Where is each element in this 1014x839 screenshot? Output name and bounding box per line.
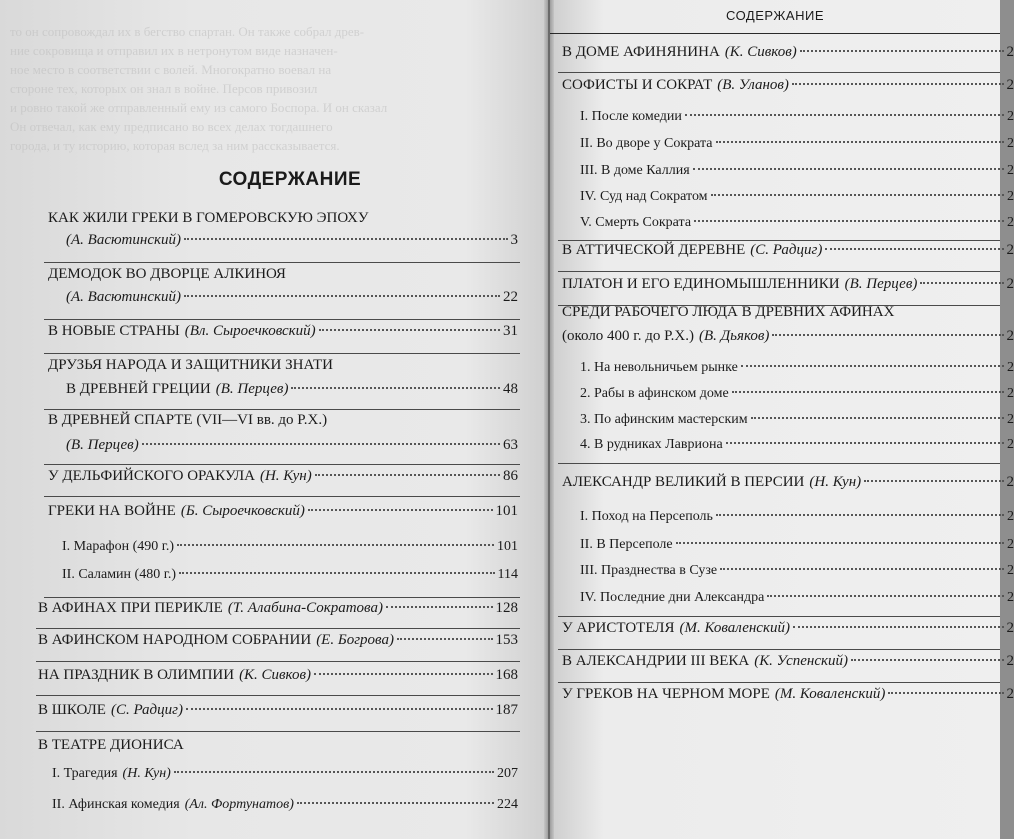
entry-separator	[558, 649, 1000, 650]
entry-title: В АТТИЧЕСКОЙ ДЕРЕВНЕ	[562, 242, 746, 258]
leader-dots	[851, 659, 1004, 661]
page-number: 2	[1007, 509, 1014, 524]
page-number: 3	[510, 232, 518, 248]
subentry-title: 2. Рабы в афинском доме	[580, 386, 729, 401]
page-number: 2	[1007, 412, 1014, 427]
page-number: 153	[495, 632, 518, 648]
page-number: 86	[503, 468, 518, 484]
entry-author: (К. Успенский)	[754, 653, 848, 669]
entry-title: СОФИСТЫ И СОКРАТ	[562, 77, 713, 93]
entry-title: КАК ЖИЛИ ГРЕКИ В ГОМЕРОВСКУЮ ЭПОХУ	[48, 210, 369, 226]
toc-subentry	[580, 537, 1014, 561]
page-number: 2	[1006, 474, 1014, 490]
subentry-title: 4. В рудниках Лавриона	[580, 437, 723, 452]
leader-dots	[179, 572, 494, 574]
entry-separator	[44, 262, 520, 263]
page-number: 2	[1007, 215, 1014, 230]
toc-subentry	[580, 509, 1014, 533]
leader-dots	[184, 238, 508, 240]
entry-title: В ТЕАТРЕ ДИОНИСА	[38, 737, 184, 753]
entry-author: (А. Васютинский)	[66, 232, 181, 248]
entry-title: ДЕМОДОК ВО ДВОРЦЕ АЛКИНОЯ	[48, 266, 286, 282]
right-page	[550, 0, 1014, 839]
entry-title: В АЛЕКСАНДРИИ III ВЕКА	[562, 653, 750, 669]
page-number: 114	[497, 567, 518, 582]
toc-entry-line	[66, 437, 518, 461]
ghost-line: Он отвечал, как ему предписано во всех делах тогдашнего	[10, 119, 333, 134]
toc-subentry	[580, 360, 1014, 384]
leader-dots	[308, 509, 493, 511]
toc-entry-line	[66, 381, 518, 405]
entry-separator	[44, 597, 520, 598]
book-gutter	[544, 0, 554, 839]
leader-dots	[397, 638, 493, 640]
toc-entry-line	[562, 653, 1014, 677]
page-number: 128	[495, 600, 518, 616]
entry-title: В АФИНСКОМ НАРОДНОМ СОБРАНИИ	[38, 632, 312, 648]
leader-dots	[676, 542, 1004, 544]
leader-dots	[751, 417, 1004, 419]
toc-entry-line	[48, 323, 518, 347]
entry-title: СРЕДИ РАБОЧЕГО ЛЮДА В ДРЕВНИХ АФИНАХ	[562, 304, 895, 320]
toc-entry-line	[562, 328, 1014, 352]
page-number: 2	[1007, 163, 1014, 178]
toc-entry-title	[38, 737, 518, 761]
subentry-title: II. Афинская комедия	[52, 797, 180, 812]
toc-subentry	[580, 189, 1014, 213]
toc-title: СОДЕРЖАНИЕ	[218, 169, 362, 190]
leader-dots	[793, 626, 1004, 628]
toc-entry-line	[38, 702, 518, 726]
toc-subentry	[52, 766, 518, 790]
entry-separator	[36, 695, 520, 696]
toc-subentry	[580, 136, 1014, 160]
subentry-title: IV. Суд над Сократом	[580, 189, 708, 204]
page-number: 48	[503, 381, 518, 397]
page-number: 2	[1006, 328, 1014, 344]
leader-dots	[685, 114, 1004, 116]
entry-title: В ДОМЕ АФИНЯНИНА	[562, 44, 720, 60]
entry-author: (М. Коваленский)	[774, 686, 886, 702]
page-number: 101	[495, 503, 518, 519]
page-number: 2	[1007, 136, 1014, 151]
leader-dots	[184, 295, 500, 297]
toc-subentry	[580, 109, 1014, 133]
entry-author: (С. Радциг)	[110, 702, 183, 718]
leader-dots	[888, 692, 1003, 694]
entry-author: (Ал. Фортунатов)	[184, 797, 294, 812]
leader-dots	[314, 673, 493, 675]
leader-dots	[142, 443, 500, 445]
subentry-title: II. В Персеполе	[580, 537, 673, 552]
page-number: 2	[1007, 109, 1014, 124]
subentry-title: IV. Последние дни Александра	[580, 590, 765, 605]
page-number: 2	[1006, 44, 1014, 60]
leader-dots	[693, 168, 1004, 170]
subentry-title: II. Саламин (480 г.)	[62, 567, 177, 582]
leader-dots	[297, 802, 494, 804]
toc-entry-line	[38, 667, 518, 691]
entry-separator	[558, 616, 1000, 617]
running-head: СОДЕРЖАНИЕ	[725, 8, 824, 23]
page-number: 2	[1007, 386, 1014, 401]
entry-author: (В. Уланов)	[717, 77, 789, 93]
entry-title: ГРЕКИ НА ВОЙНЕ	[48, 503, 176, 519]
entry-separator	[44, 496, 520, 497]
leader-dots	[732, 391, 1004, 393]
entry-title: АЛЕКСАНДР ВЕЛИКИЙ В ПЕРСИИ	[562, 474, 805, 490]
subentry-title: III. В доме Каллия	[580, 163, 690, 178]
entry-separator	[44, 409, 520, 410]
toc-entry-title	[562, 304, 1014, 328]
entry-separator	[558, 240, 1000, 241]
entry-separator	[558, 271, 1000, 272]
ghost-line: ние сокровища и отправил их в нетронутом виде назначен-	[10, 43, 338, 58]
leader-dots	[920, 282, 1003, 284]
toc-entry-line	[562, 44, 1014, 68]
toc-entry-line	[66, 232, 518, 256]
entry-title: НА ПРАЗДНИК В ОЛИМПИИ	[38, 667, 235, 683]
page-number: 31	[503, 323, 518, 339]
leader-dots	[864, 480, 1003, 482]
page-number: 2	[1007, 189, 1014, 204]
toc-subentry	[62, 567, 518, 591]
leader-dots	[315, 474, 500, 476]
page-number: 187	[495, 702, 518, 718]
entry-separator	[36, 628, 520, 629]
toc-subentry	[580, 437, 1014, 461]
header-rule	[550, 33, 1000, 34]
page-number: 2	[1006, 620, 1014, 636]
page-number: 22	[503, 289, 518, 305]
entry-title-continued: (около 400 г. до Р.Х.)	[562, 328, 694, 344]
toc-entry-title	[48, 266, 518, 290]
page-number: 63	[503, 437, 518, 453]
leader-dots	[186, 708, 493, 710]
entry-separator	[36, 661, 520, 662]
entry-title: У АРИСТОТЕЛЯ	[562, 620, 675, 636]
toc-subentry	[62, 539, 518, 563]
toc-entry-line	[562, 686, 1014, 710]
entry-author: (В. Перцев)	[215, 381, 289, 397]
leader-dots	[792, 83, 1004, 85]
leader-dots	[716, 141, 1004, 143]
toc-entry-line	[562, 620, 1014, 644]
page-number: 207	[497, 766, 518, 781]
subentry-title: 1. На невольничьем рынке	[580, 360, 738, 375]
subentry-title: I. Трагедия	[52, 766, 118, 781]
leader-dots	[174, 771, 494, 773]
entry-separator	[36, 731, 520, 732]
entry-title-continued: В ДРЕВНЕЙ ГРЕЦИИ	[66, 381, 211, 397]
page-number: 2	[1006, 686, 1014, 702]
leader-dots	[386, 606, 493, 608]
page-number: 2	[1007, 437, 1014, 452]
entry-author: (М. Коваленский)	[679, 620, 790, 636]
ghost-line: то он сопровождал их в бегство спартан. Он также собрал древ-	[10, 24, 365, 39]
leader-dots	[825, 248, 1003, 250]
entry-author: (Е. Богрова)	[316, 632, 394, 648]
leader-dots	[694, 220, 1004, 222]
leader-dots	[741, 365, 1004, 367]
toc-subentry	[580, 215, 1014, 239]
entry-separator	[44, 464, 520, 465]
entry-author: (Б. Сыроечковский)	[180, 503, 305, 519]
leader-dots	[291, 387, 500, 389]
page-number: 2	[1007, 360, 1014, 375]
entry-title: ДРУЗЬЯ НАРОДА И ЗАЩИТНИКИ ЗНАТИ	[48, 357, 333, 373]
leader-dots	[720, 568, 1004, 570]
bleed-through-text	[10, 22, 530, 155]
page-number: 2	[1007, 563, 1014, 578]
toc-subentry	[580, 412, 1014, 436]
subentry-title: I. Поход на Персеполь	[580, 509, 713, 524]
toc-entry-line	[48, 503, 518, 527]
entry-separator	[558, 463, 1000, 464]
entry-author: (Вл. Сыроечковский)	[184, 323, 316, 339]
leader-dots	[800, 50, 1004, 52]
entry-author: (К. Сивков)	[239, 667, 311, 683]
ghost-line: ное место в соответствии с волей. Многократно воевал на	[10, 62, 332, 77]
entry-title: В ШКОЛЕ	[38, 702, 106, 718]
toc-entry-line	[48, 468, 518, 492]
page-number: 2	[1006, 77, 1014, 93]
toc-entry-line	[562, 77, 1014, 101]
entry-title: У ДЕЛЬФИЙСКОГО ОРАКУЛА	[48, 468, 255, 484]
page-number: 101	[497, 539, 518, 554]
entry-author: (Н. Кун)	[122, 766, 171, 781]
entry-author: (Т. Алабина-Сократова)	[227, 600, 383, 616]
subentry-title: V. Смерть Сократа	[580, 215, 692, 230]
entry-separator	[44, 319, 520, 320]
entry-separator	[44, 353, 520, 354]
page-number: 2	[1007, 590, 1014, 605]
entry-title: У ГРЕКОВ НА ЧЕРНОМ МОРЕ	[562, 686, 770, 702]
entry-author: (А. Васютинский)	[66, 289, 181, 305]
entry-separator	[558, 682, 1000, 683]
subentry-title: 3. По афинским мастерским	[580, 412, 748, 427]
leader-dots	[177, 544, 494, 546]
entry-author: (С. Радциг)	[750, 242, 823, 258]
toc-entry-line	[562, 242, 1014, 266]
leader-dots	[726, 442, 1004, 444]
toc-entry-line	[38, 632, 518, 656]
entry-title: ПЛАТОН И ЕГО ЕДИНОМЫШЛЕННИКИ	[562, 276, 840, 292]
entry-author: (В. Перцев)	[844, 276, 918, 292]
entry-author: (Н. Кун)	[809, 474, 862, 490]
toc-subentry	[580, 163, 1014, 187]
toc-entry-line	[562, 474, 1014, 498]
leader-dots	[772, 334, 1003, 336]
page-number: 224	[497, 797, 518, 812]
toc-subentry	[580, 590, 1014, 614]
toc-entry-title	[48, 357, 518, 381]
leader-dots	[767, 595, 1004, 597]
subentry-title: III. Празднества в Сузе	[580, 563, 718, 578]
subentry-title: I. После комедии	[580, 109, 682, 124]
page-number: 168	[495, 667, 518, 683]
page-number: 2	[1007, 537, 1014, 552]
entry-title: В АФИНАХ ПРИ ПЕРИКЛЕ	[38, 600, 223, 616]
entry-author: (В. Перцев)	[66, 437, 139, 453]
leader-dots	[319, 329, 500, 331]
entry-author: (В. Дьяков)	[698, 328, 770, 344]
entry-author: (К. Сивков)	[724, 44, 797, 60]
toc-entry-title	[48, 412, 518, 436]
entry-separator	[558, 72, 1000, 73]
toc-entry-title	[48, 210, 518, 234]
subentry-title: I. Марафон (490 г.)	[62, 539, 175, 554]
toc-subentry	[52, 797, 518, 821]
entry-title: В ДРЕВНЕЙ СПАРТЕ (VII—VI вв. до Р.Х.)	[48, 412, 328, 428]
ghost-line: города, и ту историю, которая вслед за ним рассказывается.	[10, 138, 340, 153]
entry-title: В НОВЫЕ СТРАНЫ	[48, 323, 180, 339]
leader-dots	[711, 194, 1004, 196]
ghost-line: стороне тех, которых он знал в войне. Персов привозил	[10, 81, 318, 96]
ghost-line: и ровно такой же отправленный ему из самого Боспора. И он сказал	[10, 100, 388, 115]
subentry-title: II. Во дворе у Сократа	[580, 136, 713, 151]
toc-entry-line	[38, 600, 518, 624]
toc-entry-line	[66, 289, 518, 313]
toc-entry-line	[562, 276, 1014, 300]
leader-dots	[716, 514, 1004, 516]
page-number: 2	[1006, 242, 1014, 258]
toc-subentry	[580, 386, 1014, 410]
toc-subentry	[580, 563, 1014, 587]
entry-author: (Н. Кун)	[259, 468, 312, 484]
page-number: 2	[1006, 276, 1014, 292]
page-number: 2	[1006, 653, 1014, 669]
